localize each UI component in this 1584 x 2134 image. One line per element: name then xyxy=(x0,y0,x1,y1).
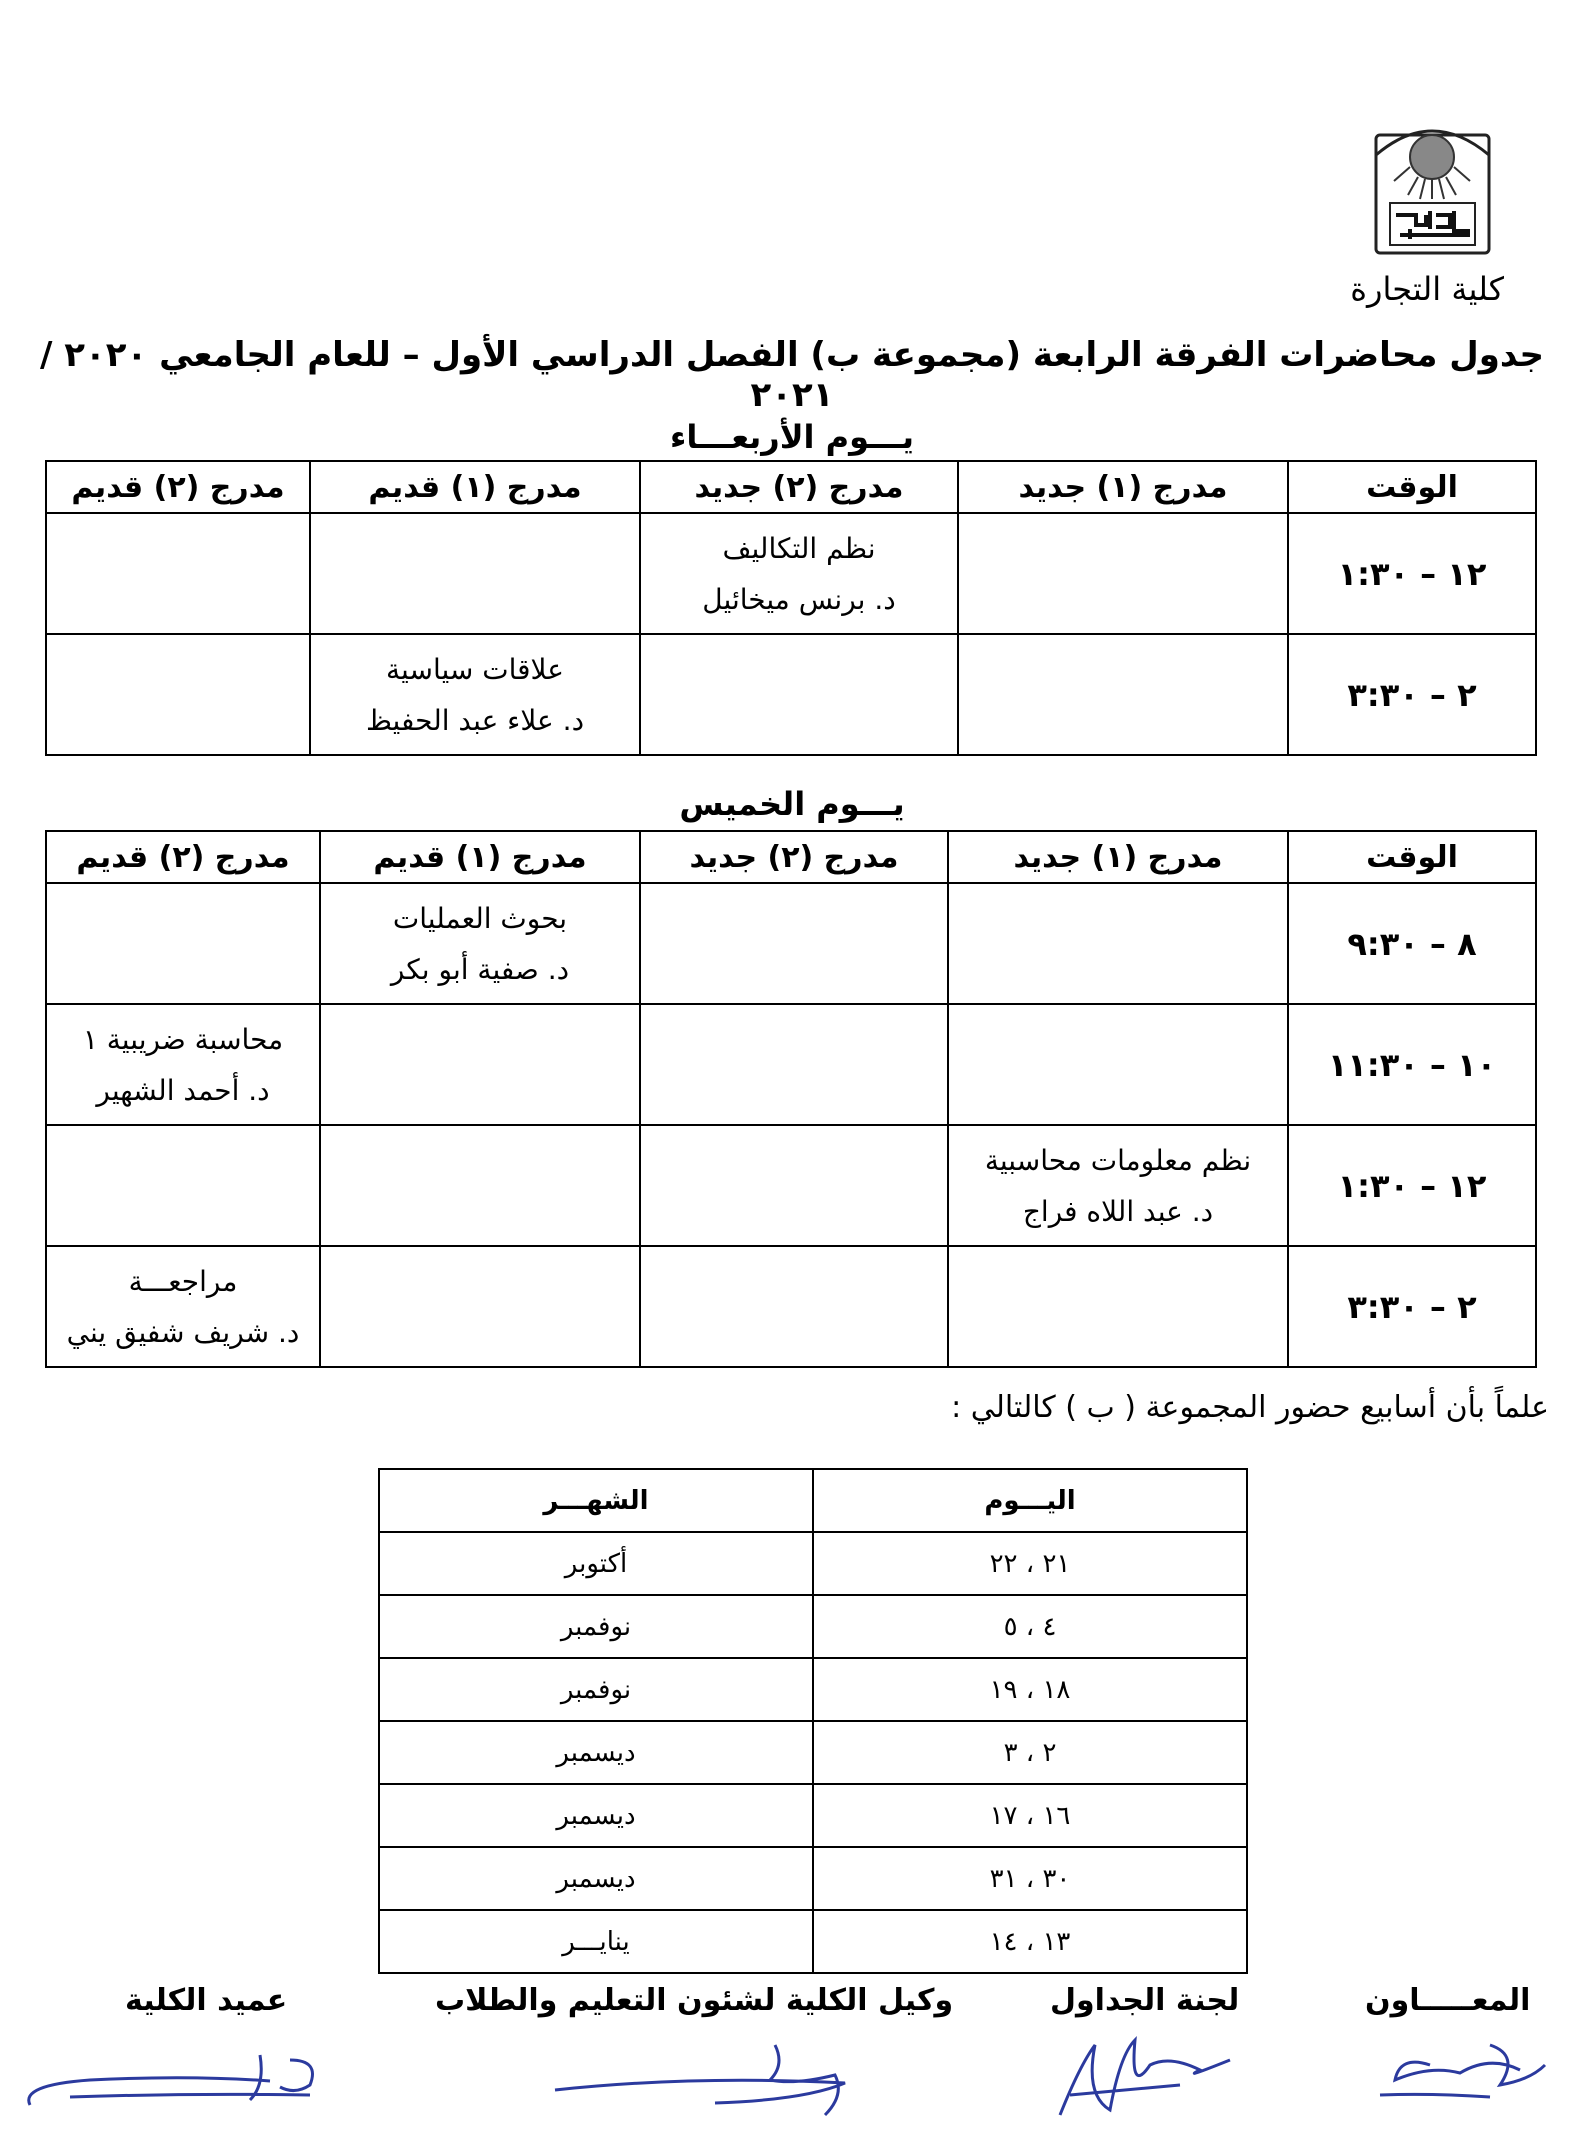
column-header: مدرج (٢) قديم xyxy=(46,831,320,883)
days-cell: ٢ ، ٣ xyxy=(813,1721,1247,1784)
time-cell: ٢ – ٣:٣٠ xyxy=(1288,1246,1536,1367)
lecture-cell xyxy=(46,1246,320,1367)
course-name: بحوث العمليات xyxy=(392,901,568,935)
table-row xyxy=(379,1532,1247,1595)
lecture-cell xyxy=(948,1125,1288,1246)
lecture-cell xyxy=(310,513,640,634)
table-row xyxy=(379,1784,1247,1847)
lecture-cell xyxy=(948,1246,1288,1367)
table-row xyxy=(379,1721,1247,1784)
table-row xyxy=(379,1910,1247,1973)
column-header: الوقت xyxy=(1288,831,1536,883)
signature-dean xyxy=(10,2025,340,2125)
lecture-cell xyxy=(46,883,320,1004)
lecture-cell xyxy=(948,883,1288,1004)
month-cell: ديسمبر xyxy=(379,1784,813,1847)
lecture-cell xyxy=(948,1004,1288,1125)
course-name: نظم معلومات محاسبية xyxy=(984,1143,1252,1177)
table-row xyxy=(379,1658,1247,1721)
course-name: نظم التكاليف xyxy=(722,531,876,565)
month-cell: أكتوبر xyxy=(379,1532,813,1595)
lecture-cell xyxy=(320,1125,640,1246)
lecture-cell xyxy=(46,634,310,755)
table-row xyxy=(379,1847,1247,1910)
lecture-cell xyxy=(640,513,958,634)
column-header: مدرج (٢) جديد xyxy=(640,461,958,513)
lecture-cell xyxy=(640,1125,948,1246)
column-header-day: اليـــوم xyxy=(813,1469,1247,1532)
signature-vice-dean xyxy=(545,2025,875,2125)
days-cell: ٣٠ ، ٣١ xyxy=(813,1847,1247,1910)
professor-name: د. صفية أبو بكر xyxy=(390,952,570,986)
table-row xyxy=(46,634,1536,755)
lecture-cell xyxy=(46,1004,320,1125)
lecture-cell xyxy=(958,634,1288,755)
table-header-row xyxy=(46,461,1536,513)
month-cell: نوفمبر xyxy=(379,1595,813,1658)
days-cell: ٢١ ، ٢٢ xyxy=(813,1532,1247,1595)
table-header-row xyxy=(379,1469,1247,1532)
signature-assistant xyxy=(1370,2025,1550,2115)
column-header-month: الشهـــر xyxy=(379,1469,813,1532)
lecture-cell xyxy=(958,513,1288,634)
table-row xyxy=(379,1595,1247,1658)
professor-name: د. عبد اللاه فراج xyxy=(1022,1194,1214,1228)
attendance-note: علماً بأن أسابيع حضور المجموعة ( ب ) كالتالي : xyxy=(951,1390,1549,1425)
column-header: مدرج (١) قديم xyxy=(320,831,640,883)
professor-name: د. برنس ميخائيل xyxy=(702,582,896,616)
signature-committee xyxy=(1040,2025,1240,2125)
signature-label-assistant: المعـــــاون xyxy=(1365,1983,1531,2018)
lecture-cell xyxy=(640,634,958,755)
time-cell: ١٠ – ١١:٣٠ xyxy=(1288,1004,1536,1125)
course-name: محاسبة ضريبية ١ xyxy=(82,1022,284,1056)
lecture-cell xyxy=(310,634,640,755)
lecture-cell xyxy=(640,883,948,1004)
time-cell: ١٢ – ١:٣٠ xyxy=(1288,513,1536,634)
attendance-weeks-table xyxy=(378,1468,1248,1974)
university-logo xyxy=(1370,115,1495,255)
schedule-table-wednesday xyxy=(45,460,1537,756)
table-row xyxy=(46,513,1536,634)
professor-name: د. أحمد الشهير xyxy=(96,1073,270,1107)
signature-label-vice-dean: وكيل الكلية لشئون التعليم والطلاب xyxy=(435,1983,954,2018)
signature-label-dean: عميد الكلية xyxy=(125,1983,288,2018)
professor-name: د. شريف شفيق يني xyxy=(66,1315,300,1349)
month-cell: ينايـــر xyxy=(379,1910,813,1973)
course-name: علاقات سياسية xyxy=(386,652,564,686)
lecture-cell xyxy=(320,1246,640,1367)
lecture-cell xyxy=(320,883,640,1004)
time-cell: ١٢ – ١:٣٠ xyxy=(1288,1125,1536,1246)
days-cell: ١٨ ، ١٩ xyxy=(813,1658,1247,1721)
days-cell: ٤ ، ٥ xyxy=(813,1595,1247,1658)
column-header: مدرج (١) جديد xyxy=(958,461,1288,513)
table-header-row xyxy=(46,831,1536,883)
month-cell: نوفمبر xyxy=(379,1658,813,1721)
month-cell: ديسمبر xyxy=(379,1847,813,1910)
table-row xyxy=(46,1246,1536,1367)
college-name: كلية التجارة xyxy=(1350,270,1504,308)
lecture-cell xyxy=(640,1246,948,1367)
professor-name: د. علاء عبد الحفيظ xyxy=(365,703,585,737)
lecture-cell xyxy=(320,1004,640,1125)
column-header: مدرج (٢) قديم xyxy=(46,461,310,513)
schedule-table-thursday xyxy=(45,830,1537,1368)
column-header: مدرج (٢) جديد xyxy=(640,831,948,883)
day-heading-wednesday: يـــوم الأربعـــاء xyxy=(670,418,914,456)
column-header: الوقت xyxy=(1288,461,1536,513)
month-cell: ديسمبر xyxy=(379,1721,813,1784)
course-name: مراجعـــة xyxy=(128,1264,238,1298)
days-cell: ١٦ ، ١٧ xyxy=(813,1784,1247,1847)
lecture-cell xyxy=(640,1004,948,1125)
table-row xyxy=(46,1125,1536,1246)
table-row xyxy=(46,1004,1536,1125)
day-heading-thursday: يـــوم الخميس xyxy=(679,785,905,823)
time-cell: ٢ – ٣:٣٠ xyxy=(1288,634,1536,755)
column-header: مدرج (١) جديد xyxy=(948,831,1288,883)
signature-label-committee: لجنة الجداول xyxy=(1050,1983,1240,2018)
time-cell: ٨ – ٩:٣٠ xyxy=(1288,883,1536,1004)
table-row xyxy=(46,883,1536,1004)
page-title: جدول محاضرات الفرقة الرابعة (مجموعة ب) الفصل الدراسي الأول – للعام الجامعي ٢٠٢٠ / ٢٠٢١ xyxy=(39,335,1545,415)
days-cell: ١٣ ، ١٤ xyxy=(813,1910,1247,1973)
column-header: مدرج (١) قديم xyxy=(310,461,640,513)
lecture-cell xyxy=(46,513,310,634)
lecture-cell xyxy=(46,1125,320,1246)
